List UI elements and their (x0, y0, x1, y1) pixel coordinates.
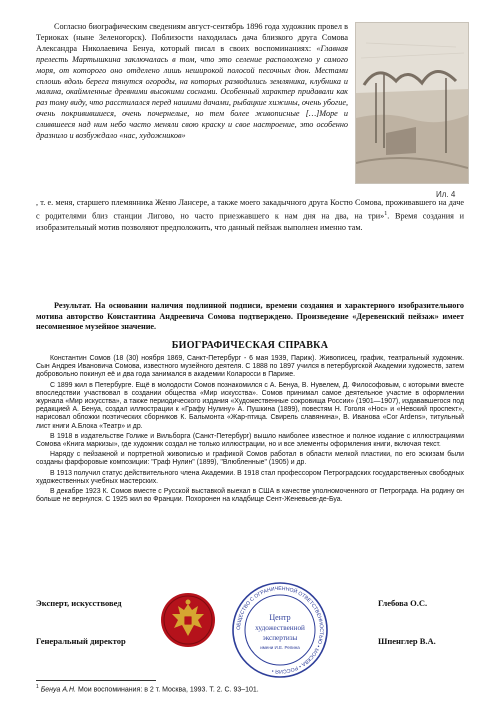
biography-section (36, 355, 464, 506)
organization-stamp (230, 580, 330, 680)
stamp-line-4: имени И.Е. Репина (260, 645, 300, 650)
bio-paragraph: В 1913 получил статус действительного члена Академии. В 1918 стал профессором Петроградских государственных свободных художественных учебных мастерских. (36, 469, 464, 485)
benois-quote: «Главная прелесть Мартышкина заключалась в том, что это селение расположено у самого моря, от которого оно отделено лишь неширокой полосой песочных дюн. Местами сплошь вдоль берега тянутся огороды, на которых разводились земляника, клубника и малина, окаймленные древними высокими соснами. Особенный характер придавали как раз тому виду, что расстилался перед нашими дачами, рыбацкие хижины, очень убогие, очень покривившиеся, очень почернелые, но тем более живописные […]Море и сливвшееся над ним небо часто меняли свою краску и свое настроение, это особенно дразнило и возбуждало «нас, художников» (36, 43, 348, 141)
footnote-marker: 1 (384, 210, 388, 217)
bio-paragraph: Наряду с пейзажной и портретной живописью и графикой Сомов работал в области мелкой пластики, по его эскизам были созданы фарфоровые композиции: "Граф Нулин" (1899), "Влюбленные" (1905) и др. (36, 451, 464, 467)
expert-role: Эксперт, искусствовед (36, 598, 122, 608)
footnote-number: 1 (36, 684, 39, 690)
biography-title: БИОГРАФИЧЕСКАЯ СПРАВКА (171, 340, 329, 351)
stamp-ring-text: ОБЩЕСТВО С ОГРАНИЧЕННОЙ ОТВЕТСТВЕННОСТЬЮ • МОСКВА • РОССИЯ • (235, 585, 325, 675)
stamp-line-3: экспертизы (262, 634, 298, 642)
figure-caption: Ил. 4 (436, 190, 456, 199)
footnote (36, 684, 259, 693)
intro-paragraph (36, 22, 348, 142)
coat-of-arms-emblem (160, 592, 216, 648)
stamp-line-1: Центр (269, 613, 291, 622)
intro-text-3: . Время создания и изобразительный мотив позволяют предположить, что данный пейзаж выполнен именно там. (36, 211, 464, 232)
footnote-author: Бенуа А.Н. (40, 686, 76, 694)
intro-continuation (36, 198, 464, 233)
expert-name: Глебова О.С. (378, 598, 428, 608)
director-name: Шпенглер В.А. (378, 636, 436, 646)
director-role: Генеральный директор (36, 636, 126, 646)
footnote-text: Мои воспоминания: в 2 т. Москва, 1993. Т. 2. С. 93–101. (76, 686, 259, 694)
bio-paragraph: Константин Сомов (18 (30) ноября 1869, Санкт-Петербург - 6 мая 1939, Париж). Живописец, график, театральный художник. Сын Андрея Ивановича Сомова, известного музейного деятеля. С 1888 по 1897 учился в петербургской Академии художеств, затем добровольно покинул её и два года занимался в академии Коларосси в Париже. (36, 355, 464, 379)
bio-paragraph: В декабре 1923 К. Сомов вместе с Русской выставкой выехал в США в качестве уполномоченного от Петрограда. На родину он больше не вернулся. С 1925 жил во Франции. Похоронен на кладбище Сент-Женевьев-де-Буа. (36, 488, 464, 504)
bio-paragraph: В 1918 в издательстве Голике и Вильборга (Санкт-Петербург) вышло наиболее известное и полное издание с иллюстрациями Сомова «Книга маркизы», где художник создал не только иллюстрации, но и все элементы оформления книги, включая текст. (36, 432, 464, 449)
footnote-divider (36, 680, 156, 681)
stamp-line-2: художественной (255, 624, 305, 632)
result-paragraph: Результат. На основании наличия подлинной подписи, времени создания и характерного изобразительного мотива авторство Константина Андреевича Сомова подтверждено. Произведение «Деревенский пейзаж» имеет несомненное музейное значение. (36, 301, 464, 332)
intro-text-1: Согласно биографическим сведениям август-сентябрь 1896 года художник провел в Териоках (ныне Зеленогорск). Поблизости находилась дача близкого друга Сомова Александра Николаевича Бенуа, который писал в своих воспоминаниях: (36, 22, 348, 53)
bio-paragraph: С 1899 жил в Петербурге. Ещё в молодости Сомов познакомился с А. Бенуа, В. Нувелем, Д. Философовым, с которыми вместе впоследствии участвовал в создании общества «Мир искусства». Сомов принимал самое деятельное участие в оформлении журнала «Мир искусства», а также периодического издания «Художественные сокровища России» (1901—1907), издававшегося под редакцией А. Бенуа, создал иллюстрации к «Графу Нулину» А. Пушкина (1899), повестям Н. Гоголя «Нос» и «Невский проспект», нарисовал обложки поэтических сборников К. Бальмонта «Жар-птица. Свирель славянина», В. Иванова «Cor Ardens», титульный лист книги А.Блока «Театр» и др. (36, 381, 464, 430)
intro-text-2: , т. е. меня, старшего племянника Женю Лансере, а также моего закадычного друга Костю Сомова, проживавшего на даче с родителями близ станции Лигово, но часто приезжавшего к нам дня на два, на три» (36, 198, 464, 221)
landscape-painting-image (356, 23, 468, 183)
landscape-illustration (355, 22, 469, 184)
